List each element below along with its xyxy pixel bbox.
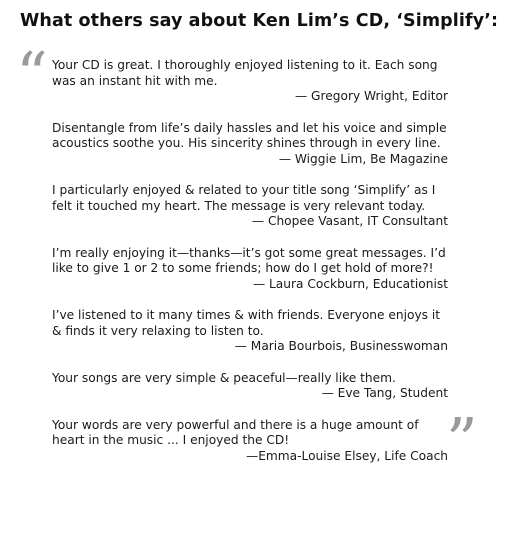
testimonial-text: Your songs are very simple & peaceful—really like them. (52, 370, 396, 385)
testimonial (52, 418, 448, 465)
testimonial-author: — Laura Cockburn, Educationist (252, 276, 448, 291)
testimonial-text: Your words are very powerful and there is a huge amount of heart in the music ... I enjoyed the CD! (52, 417, 419, 447)
testimonial-author: —Emma-Louise Elsey, Life Coach (246, 448, 448, 463)
testimonial-author: — Eve Tang, Student (321, 386, 448, 400)
testimonials-list (52, 58, 448, 480)
testimonial (52, 371, 448, 402)
testimonial-text: Your CD is great. I thoroughly enjoyed listening to it. Each song was an instant hit with me. (52, 58, 438, 88)
testimonial-text: Disentangle from life’s daily hassles and let his voice and simple acoustics soothe you. His sincerity shines through in every line. (52, 120, 447, 150)
testimonial (52, 183, 448, 230)
close-quote-mark-icon: ” (446, 404, 478, 477)
testimonial (52, 308, 448, 355)
open-quote-mark-icon: “ (16, 38, 48, 111)
testimonial (52, 121, 448, 168)
testimonial-text: I’m really enjoying it—thanks—it’s got some great messages. I’d like to give 1 or 2 to some friends; how do I get hold of more?! (52, 245, 446, 275)
testimonial-author: — Wiggie Lim, Be Magazine (278, 151, 448, 166)
testimonial (52, 246, 448, 293)
testimonial-author: — Maria Bourbois, Businesswoman (234, 339, 448, 353)
testimonial-author: — Chopee Vasant, IT Consultant (251, 214, 448, 228)
testimonial-text: I’ve listened to it many times & with friends. Everyone enjoys it & finds it very relaxing to listen to. (52, 308, 441, 338)
testimonial-author: — Gregory Wright, Editor (295, 89, 448, 103)
testimonial-text: I particularly enjoyed & related to your title song ‘Simplify’ as I felt it touched my heart. The message is very relevant today. (52, 183, 436, 213)
page-title: What others say about Ken Lim’s CD, ‘Simplify’: (20, 11, 499, 31)
testimonial (52, 58, 448, 105)
